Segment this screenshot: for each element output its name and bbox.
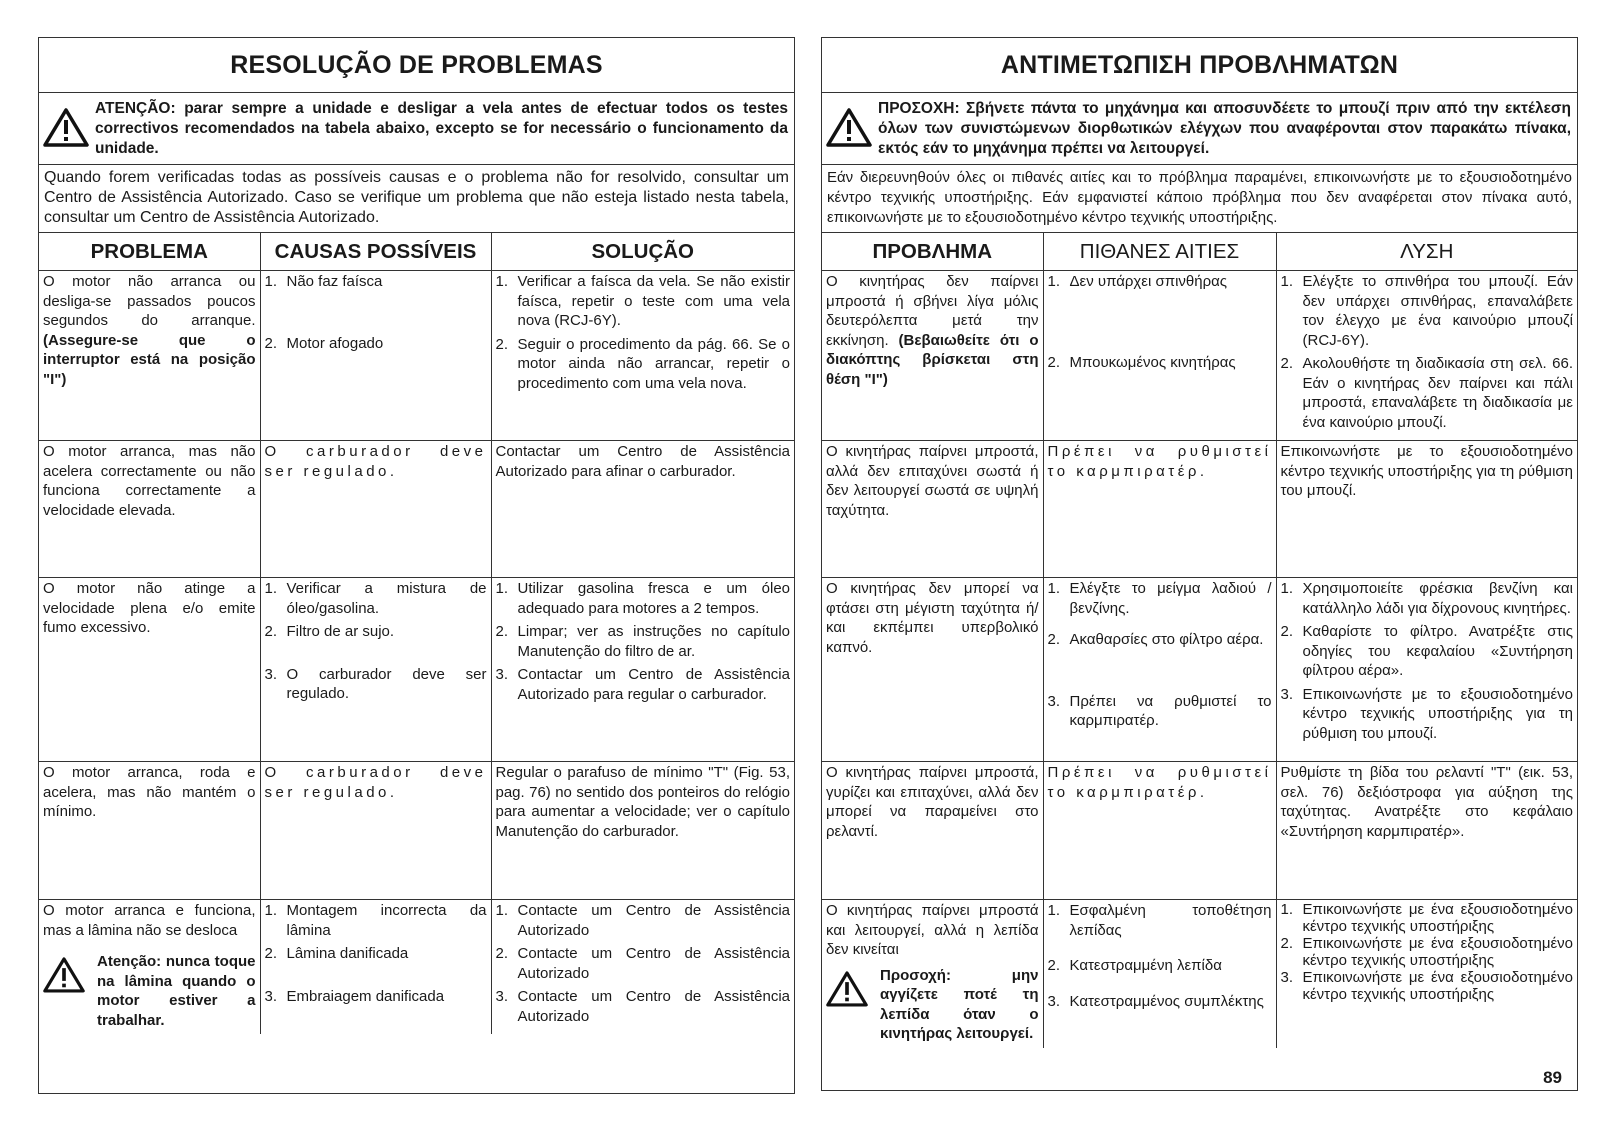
warning-triangle-icon xyxy=(43,99,95,159)
solution-cell: Contactar um Centro de Assistência Autorizado para afinar o carburador. xyxy=(491,441,794,578)
problem-cell: O motor arranca, roda e acelera, mas não mantém o mínimo. xyxy=(39,762,260,900)
warning-triangle-icon xyxy=(826,966,880,1013)
solution-cell xyxy=(1276,900,1577,1048)
causes-cell xyxy=(260,271,491,441)
warning-triangle-icon xyxy=(43,952,97,999)
warning-box xyxy=(39,93,794,165)
header-problem: PROBLEMA xyxy=(39,233,260,271)
problem-cell: O motor não atinge a velocidade plena e/o emite fumo excessivo. xyxy=(39,578,260,762)
header-solution: SOLUÇÃO xyxy=(491,233,794,271)
causes-cell xyxy=(260,578,491,762)
list-item: 3. Contacte um Centro de Assistência Autorizado xyxy=(495,988,790,1025)
intro-text: Quando forem verificadas todas as possíveis causas e o problema não for resolvido, consultar um Centro de Assistência Autorizado. Caso se verifique um problema que não esteja listado nesta tabela, consultar um Centro de Assistência Autorizado. xyxy=(39,165,794,233)
table-row xyxy=(39,578,794,762)
header-solution: ΛΥΣΗ xyxy=(1276,233,1577,271)
list-item: 1. Verificar a faísca da vela. Se não existir faísca, repetir o teste com uma vela nova (RCJ-6Y). xyxy=(495,273,790,329)
troubleshooting-table xyxy=(822,233,1577,1048)
problem-cell: Ο κινητήρας παίρνει μπροστά, γυρίζει και επιταχύνει, αλλά δεν μπορεί να παραμείνει στο ρελαντί. xyxy=(822,762,1043,900)
list-item: 1. Επικοινωνήστε με ένα εξουσιοδοτημένο κέντρο τεχνικής υποστήριξης xyxy=(1280,901,1573,935)
panel-greek xyxy=(821,37,1578,1091)
section-title: ΑΝΤΙΜΕΤΩΠΙΣΗ ΠΡΟΒΛΗΜΑΤΩΝ xyxy=(822,38,1577,93)
list-item: 1. Montagem incorrecta da lâmina xyxy=(264,902,487,939)
list-item: 2. Κατεστραμμένη λεπίδα xyxy=(1047,957,1222,974)
solution-cell xyxy=(491,271,794,441)
table-row xyxy=(822,441,1577,578)
solution-cell: Ρυθμίστε τη βίδα του ρελαντί "T" (εικ. 53, σελ. 76) δεξιόστροφα για αύξηση της ταχύτητας. Ανατρέξτε στο κεφάλαιο «Συντήρηση καρμπιρατέρ». xyxy=(1276,762,1577,900)
solution-cell: Επικοινωνήστε με το εξουσιοδοτημένο κέντρο τεχνικής υποστήριξης για τη ρύθμιση του μπουζί. xyxy=(1276,441,1577,578)
intro-text: Εάν διερευνηθούν όλες οι πιθανές αιτίες και το πρόβλημα παραμένει, επικοινωνήστε με το εξουσιοδοτημένο κέντρο τεχνικής υποστήριξης. Εάν εμφανιστεί κάποιο πρόβλημα που δεν αναφέρεται στον πίνακα αυτό, επικοινωνήστε με το εξουσιοδοτημένο κέντρο τεχνικής υποστήριξης. xyxy=(822,165,1577,233)
list-item: 1. Contacte um Centro de Assistência Autorizado xyxy=(495,902,790,939)
list-item: 2. Seguir o procedimento da pág. 66. Se o motor ainda não arrancar, repetir o procedimento com uma vela nova. xyxy=(495,335,790,392)
list-item: 2. Ακολουθήστε τη διαδικασία στη σελ. 66. Εάν ο κινητήρας δεν παίρνει και πάλι μπροστά, επαναλάβετε τη διαδικασία με ένα καινούριο μπουζί. xyxy=(1280,355,1573,431)
list-item: 2. Motor afogado xyxy=(264,334,384,352)
page-number: 89 xyxy=(1543,1068,1562,1087)
panel-portuguese xyxy=(38,37,795,1094)
list-item: 1. Utilizar gasolina fresca e um óleo adequado para motores a 2 tempos. xyxy=(495,580,790,617)
list-item: 3. O carburador deve ser regulado. xyxy=(264,665,487,702)
list-item: 1. Verificar a mistura de óleo/gasolina. xyxy=(264,580,487,617)
list-item: 2. Καθαρίστε το φίλτρο. Ανατρέξτε στις οδηγίες του κεφαλαίου «Συντήρηση φίλτρου αέρα». xyxy=(1280,623,1573,679)
list-item: 3. Επικοινωνήστε με το εξουσιοδοτημένο κέντρο τεχνικής υποστήριξης για τη ρύθμιση του μπουζί. xyxy=(1280,685,1573,742)
blade-warning: Προσοχή: μην αγγίζετε ποτέ τη λεπίδα όταν ο κινητήρας λειτουργεί. xyxy=(826,966,1039,1044)
section-title: RESOLUÇÃO DE PROBLEMAS xyxy=(39,38,794,93)
list-item: 3. Επικοινωνήστε με ένα εξουσιοδοτημένο κέντρο τεχνικής υποστήριξης xyxy=(1280,969,1573,1003)
solution-cell: Regular o parafuso de mínimo "T" (Fig. 53, pag. 76) no sentido dos ponteiros do relógio para aumentar a velocidade; ver o capítulo Manutenção do carburador. xyxy=(491,762,794,900)
table-row xyxy=(39,900,794,1035)
list-item: 2. Contacte um Centro de Assistência Autorizado xyxy=(495,945,790,982)
problem-cell: O motor não arranca ou desliga-se passados poucos segundos do arranque. (Assegure-se que o interruptor está na posição "I") xyxy=(39,271,260,441)
list-item: 2. Filtro de ar sujo. xyxy=(264,623,395,640)
warning-box xyxy=(822,93,1577,165)
list-item: 3. Πρέπει να ρυθμιστεί το καρμπιρατέρ. xyxy=(1047,692,1272,729)
causes-cell xyxy=(260,900,491,1035)
problem-cell: Ο κινητήρας παίρνει μπροστά και λειτουργεί, αλλά η λεπίδα δεν κινείται Προσοχή: μην αγγίζετε ποτέ τη λεπίδα όταν ο κινητήρας λειτουργεί. xyxy=(826,902,1039,1042)
list-item: 1. Δεν υπάρχει σπινθήρας xyxy=(1047,273,1228,290)
warning-text: ATENÇÃO: parar sempre a unidade e desligar a vela antes de efectuar todos os testes correctivos recomendados na tabela abaixo, excepto se for necessário o funcionamento da unidade. xyxy=(95,100,788,157)
list-item: 3. Contactar um Centro de Assistência Autorizado para regular o carburador. xyxy=(495,666,790,703)
causes-cell: Πρέπει να ρυθμιστεί το καρμπιρατέρ. xyxy=(1043,441,1276,578)
problem-cell: Ο κινητήρας παίρνει μπροστά, αλλά δεν επιταχύνει σωστά ή δεν λειτουργεί σωστά σε υψηλή ταχύτητα. xyxy=(822,441,1043,578)
solution-cell xyxy=(491,578,794,762)
table-row xyxy=(39,762,794,900)
list-item: 3. Embraiagem danificada xyxy=(264,987,445,1005)
header-causes: ΠΙΘΑΝΕΣ ΑΙΤΙΕΣ xyxy=(1043,233,1276,271)
list-item: 1. Χρησιμοποιείτε φρέσκια βενζίνη και κατάλληλο λάδι για δίχρονους κινητήρες. xyxy=(1280,580,1573,617)
warning-text: ΠΡΟΣΟΧΗ: Σβήνετε πάντα το μηχάνημα και αποσυνδέετε το μπουζί πριν από την εκτέλεση όλων των συνιστώμενων διορθωτικών ελέγχων που αναφέρονται στον παρακάτω πίνακα, εκτός εάν το μηχάνημα πρέπει να λειτουργεί. xyxy=(878,100,1571,157)
list-item: 2. Ακαθαρσίες στο φίλτρο αέρα. xyxy=(1047,631,1264,648)
problem-cell: Ο κινητήρας δεν μπορεί να φτάσει στη μέγιστη ταχύτητα ή/και εκπέμπει υπερβολικό καπνό. xyxy=(822,578,1043,762)
problem-cell: O motor arranca, mas não acelera correctamente ou não funciona correctamente a velocidade elevada. xyxy=(39,441,260,578)
solution-cell xyxy=(1276,271,1577,441)
troubleshooting-table xyxy=(39,233,794,1034)
header-problem: ΠΡΟΒΛΗΜΑ xyxy=(822,233,1043,271)
list-item: 3. Κατεστραμμένος συμπλέκτης xyxy=(1047,992,1264,1010)
list-item: 2. Επικοινωνήστε με ένα εξουσιοδοτημένο κέντρο τεχνικής υποστήριξης xyxy=(1280,935,1573,969)
table-row xyxy=(39,441,794,578)
list-item: 2. Μπουκωμένος κινητήρας xyxy=(1047,353,1236,371)
list-item: 1. Não faz faísca xyxy=(264,273,383,290)
list-item: 1. Ελέγξτε το σπινθήρα του μπουζί. Εάν δεν υπάρχει σπινθήρας, επαναλάβετε τον έλεγχο με ένα καινούριο μπουζί (RCJ-6Y). xyxy=(1280,273,1573,349)
blade-warning: Atenção: nunca toque na lâmina quando o motor estiver a trabalhar. xyxy=(43,952,256,1030)
header-causes: CAUSAS POSSÍVEIS xyxy=(260,233,491,271)
table-header-row xyxy=(822,233,1577,271)
list-item: 1. Εσφαλμένη τοποθέτηση λεπίδας xyxy=(1047,902,1272,939)
causes-cell xyxy=(1043,578,1276,762)
warning-triangle-icon xyxy=(826,99,878,159)
solution-cell xyxy=(1276,578,1577,762)
table-header-row xyxy=(39,233,794,271)
problem-cell: O motor arranca e funciona, mas a lâmina não se desloca Atenção: nunca toque na lâmina quando o motor estiver a trabalhar. xyxy=(43,902,256,1029)
causes-cell: O carburador deve ser regulado. xyxy=(260,441,491,578)
list-item: 2. Lâmina danificada xyxy=(264,945,409,962)
solution-cell xyxy=(491,900,794,1035)
causes-cell: Πρέπει να ρυθμιστεί το καρμπιρατέρ. xyxy=(1043,762,1276,900)
causes-cell xyxy=(1043,271,1276,441)
list-item: 2. Limpar; ver as instruções no capítulo Manutenção do filtro de ar. xyxy=(495,623,790,660)
table-row xyxy=(822,578,1577,762)
table-row xyxy=(822,271,1577,441)
list-item: 1. Ελέγξτε το μείγμα λαδιού / βενζίνης. xyxy=(1047,580,1272,617)
causes-cell xyxy=(1043,900,1276,1048)
problem-cell: Ο κινητήρας δεν παίρνει μπροστά ή σβήνει λίγα μόλις δευτερόλεπτα μετά την εκκίνηση. (Βεβαιωθείτε ότι ο διακόπτης βρίσκεται στη θέση "I") xyxy=(822,271,1043,441)
table-row xyxy=(39,271,794,441)
table-row xyxy=(822,762,1577,900)
table-row xyxy=(822,900,1577,1048)
causes-cell: O carburador deve ser regulado. xyxy=(260,762,491,900)
